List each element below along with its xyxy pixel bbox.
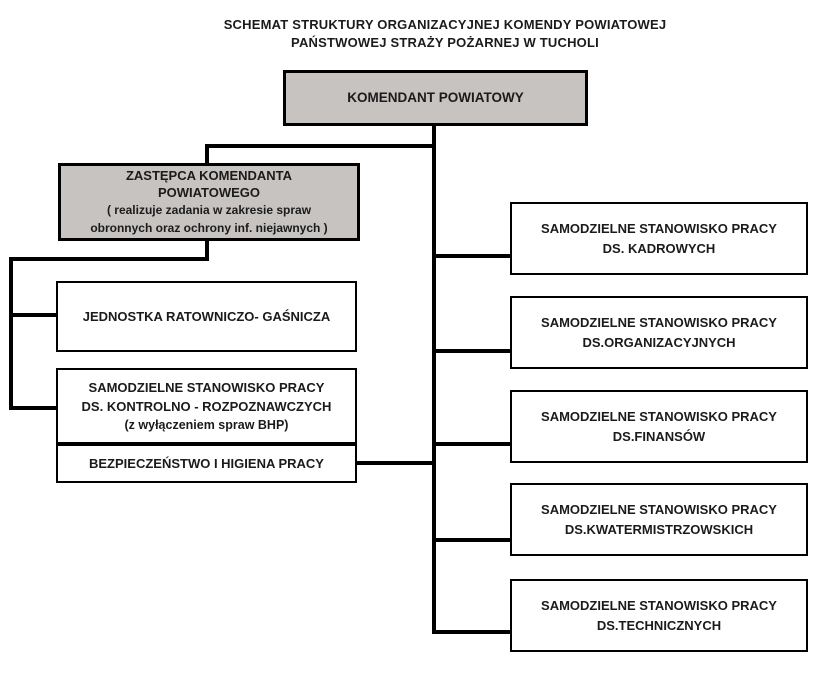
connector-main-trunk xyxy=(432,126,436,634)
finance-unit-label-line1: SAMODZIELNE STANOWISKO PRACY xyxy=(541,408,777,424)
deputy-commandant-label-line2: POWIATOWEGO xyxy=(157,185,261,200)
quartermaster-unit-label-line2: DS.KWATERMISTRZOWSKICH xyxy=(564,521,754,537)
connector-deputy-drop xyxy=(205,146,209,163)
organizational-unit-label-line1: SAMODZIELNE STANOWISKO PRACY xyxy=(541,314,777,330)
technical-unit-label-line1: SAMODZIELNE STANOWISKO PRACY xyxy=(541,597,777,613)
control-reconnaissance-label-line1: SAMODZIELNE STANOWISKO PRACY xyxy=(88,379,325,395)
hr-unit-label-line2: DS. KADROWYCH xyxy=(602,240,716,256)
county-commandant-label: KOMENDANT POWIATOWY xyxy=(347,90,524,105)
organizational-unit-label-line2: DS.ORGANIZACYJNYCH xyxy=(582,334,736,350)
deputy-commandant-label-line1: ZASTĘPCA KOMENDANTA xyxy=(125,168,293,183)
connector-control-unit-branch xyxy=(9,406,56,410)
hr-unit-label-line1: SAMODZIELNE STANOWISKO PRACY xyxy=(541,220,777,236)
node-health-safety-unit xyxy=(56,444,357,483)
finance-unit-label-line2: DS.FINANSÓW xyxy=(612,428,706,444)
connector-technical-branch xyxy=(432,630,510,634)
deputy-commandant-note-line1: ( realizuje zadania w zakresie spraw xyxy=(106,203,312,217)
chart-title-line2: PAŃSTWOWEJ STRAŻY POŻARNEJ W TUCHOLI xyxy=(291,35,599,50)
node-hr-unit xyxy=(510,202,808,275)
node-county-commandant xyxy=(283,70,588,126)
control-reconnaissance-label-line2: DS. KONTROLNO - ROZPOZNAWCZYCH xyxy=(81,398,332,414)
connector-quartermaster-branch xyxy=(432,538,510,542)
node-control-reconnaissance-unit xyxy=(56,368,357,444)
control-reconnaissance-note: (z wyłączeniem spraw BHP) xyxy=(124,417,289,432)
node-organizational-unit xyxy=(510,296,808,369)
connector-health-safety-branch xyxy=(357,461,434,465)
quartermaster-unit-label-line1: SAMODZIELNE STANOWISKO PRACY xyxy=(541,501,777,517)
deputy-commandant-note-line2: obronnych oraz ochrony inf. niejawnych ) xyxy=(90,221,328,235)
chart-title xyxy=(70,16,820,52)
node-technical-unit xyxy=(510,579,808,652)
connector-left-vertical xyxy=(9,257,13,410)
connector-organizational-branch xyxy=(432,349,510,353)
node-rescue-firefighting-unit xyxy=(56,281,357,352)
connector-deputy-horizontal xyxy=(205,144,436,148)
node-deputy-commandant xyxy=(58,163,360,241)
connector-finance-branch xyxy=(432,442,510,446)
rescue-firefighting-unit-label: JEDNOSTKA RATOWNICZO- GAŚNICZA xyxy=(82,308,331,324)
connector-left-horizontal xyxy=(9,257,209,261)
node-finance-unit xyxy=(510,390,808,463)
connector-rescue-unit-branch xyxy=(9,313,56,317)
technical-unit-label-line2: DS.TECHNICZNYCH xyxy=(596,617,722,633)
node-quartermaster-unit xyxy=(510,483,808,556)
chart-title-line1: SCHEMAT STRUKTURY ORGANIZACYJNEJ KOMENDY POWIATOWEJ xyxy=(223,17,667,32)
connector-hr-branch xyxy=(432,254,510,258)
health-safety-unit-label: BEZPIECZEŃSTWO I HIGIENA PRACY xyxy=(89,455,324,471)
